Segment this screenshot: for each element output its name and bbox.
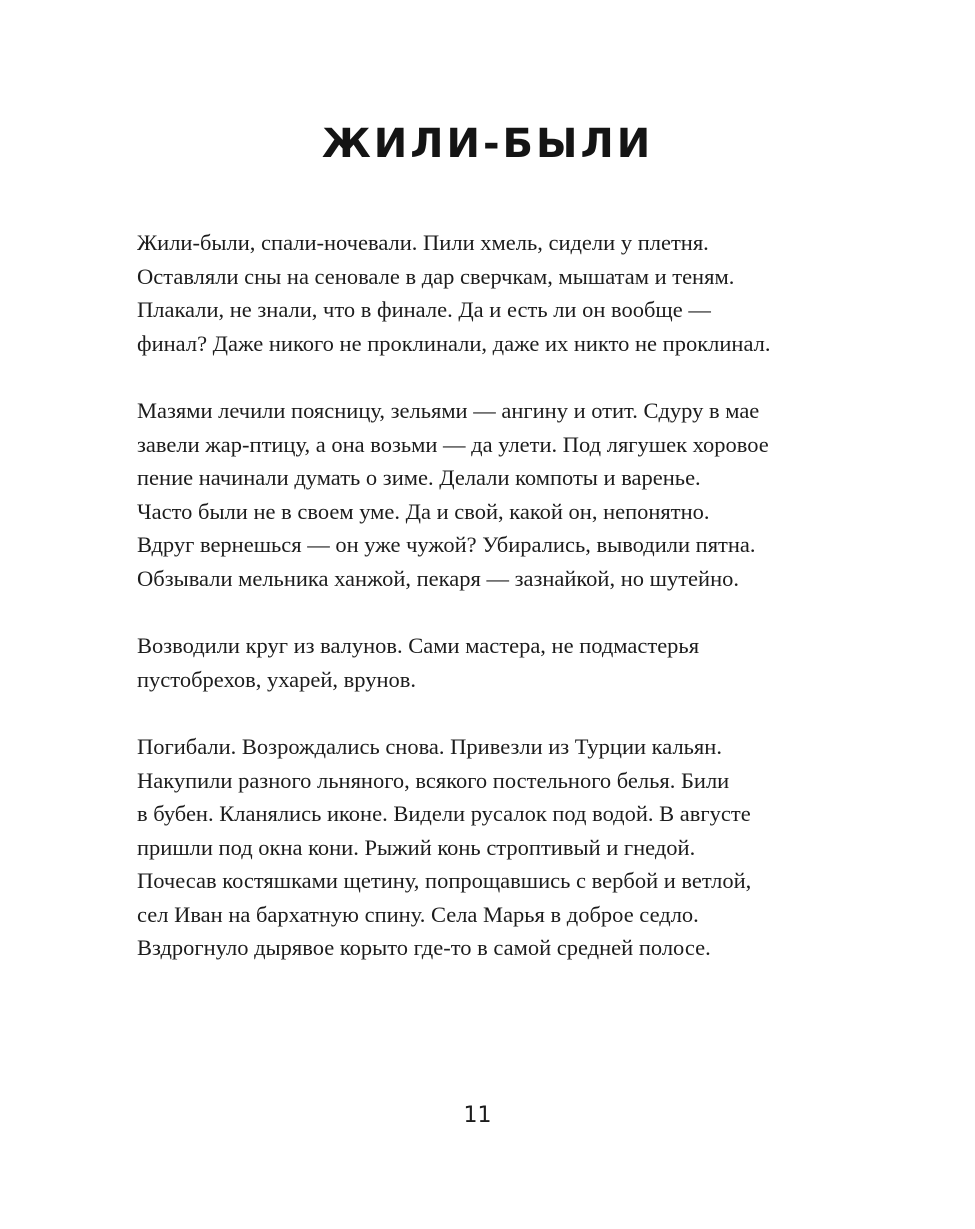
- poem-line: пение начинали думать о зиме. Делали компоты и варенье.: [137, 465, 701, 490]
- poem-line: Жили-были, спали-ночевали. Пили хмель, сидели у плетня.: [137, 230, 709, 255]
- poem-line: Мазями лечили поясницу, зельями — ангину и отит. Сдуру в мае: [137, 398, 760, 423]
- stanza-3: [137, 629, 897, 696]
- stanza-4: [137, 730, 897, 965]
- poem-line: завели жар-птицу, а она возьми — да улети. Под лягушек хоровое: [137, 431, 769, 457]
- stanza-2: [137, 394, 897, 595]
- poem-line: Погибали. Возрождались снова. Привезли из Турции кальян.: [137, 734, 722, 759]
- stanza-1: [137, 226, 897, 360]
- poem-line: Вздрогнуло дырявое корыто где-то в самой средней полосе.: [137, 935, 711, 960]
- poem-line: Вдруг вернешься — он уже чужой? Убирались, выводили пятна.: [137, 532, 756, 557]
- poem-line: сел Иван на бархатную спину. Села Марья в доброе седло.: [137, 901, 699, 927]
- poem-line: Возводили круг из валунов. Сами мастера, не подмастерья: [137, 633, 700, 658]
- poem-body: [137, 226, 897, 999]
- poem-line: финал? Даже никого не проклинали, даже их никто не проклинал.: [137, 330, 771, 356]
- page-number: 11: [463, 1103, 492, 1128]
- poem-line: пришли под окна кони. Рыжий конь строптивый и гнедой.: [137, 834, 696, 860]
- poem-line: Почесав костяшками щетину, попрощавшись с вербой и ветлой,: [137, 868, 752, 893]
- poem-line: пустобрехов, ухарей, врунов.: [137, 666, 417, 692]
- poem-line: Оставляли сны на сеновале в дар сверчкам, мышатам и теням.: [137, 263, 735, 289]
- poem-line: в бубен. Кланялись иконе. Видели русалок под водой. В августе: [137, 801, 751, 826]
- poem-line: Часто были не в своем уме. Да и свой, какой он, непонятно.: [137, 498, 710, 524]
- poem-line: Накупили разного льняного, всякого постельного белья. Били: [137, 767, 730, 793]
- poem-line: Плакали, не знали, что в финале. Да и есть ли он вообще —: [137, 297, 711, 322]
- poem-line: Обзывали мельника ханжой, пекаря — зазнайкой, но шутейно.: [137, 565, 739, 591]
- poem-title: ЖИЛИ-БЫЛИ: [321, 121, 654, 167]
